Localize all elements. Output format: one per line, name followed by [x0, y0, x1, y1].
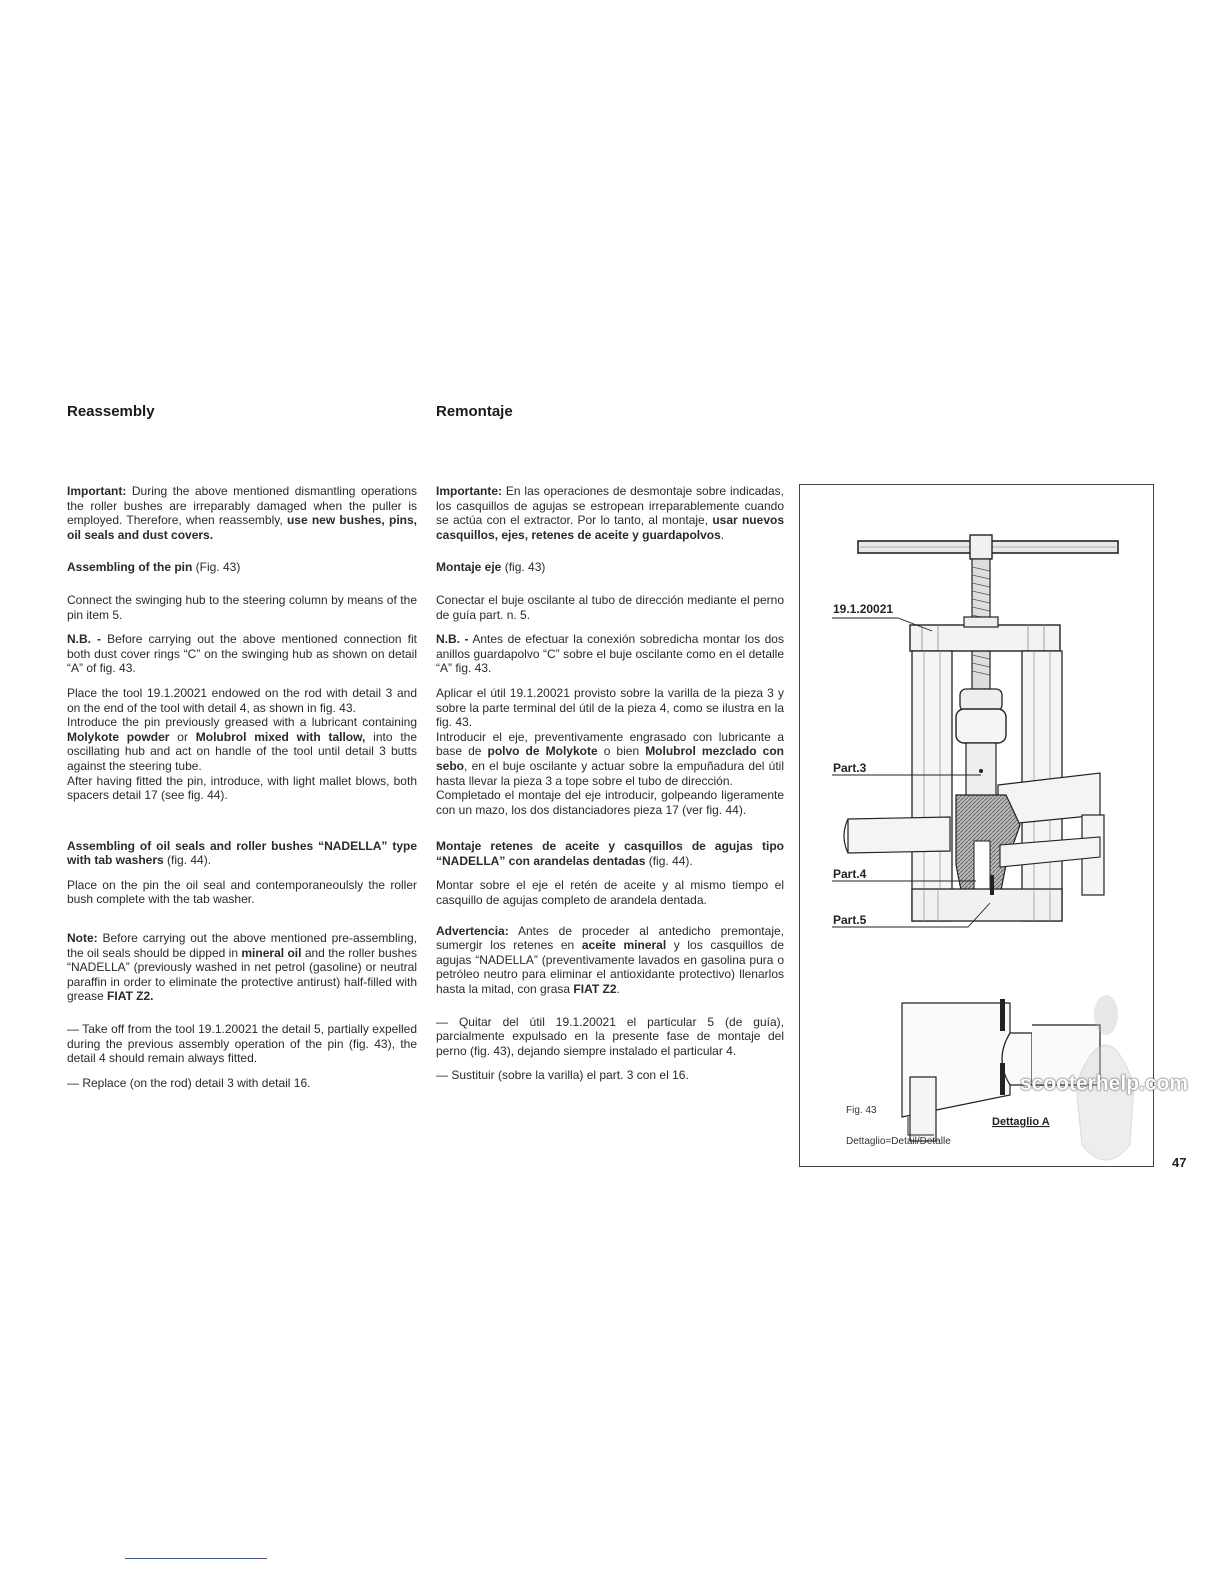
es-important: Importante: En las operaciones de desmontaje sobre indicadas, los casquillos de agujas se estropean irreparablemente cuando se actúa con el extractor. Por lo tanto, al montaje, usar nuevos casquillos, ejes, retenes de aceite y guardapolvos.: [436, 484, 784, 542]
es-warning: Advertencia: Antes de proceder al antedicho premontaje, sumergir los retenes en aceite mineral y los casquillos de agujas “NADELLA” (preventivamente lavados en gasolina pura o petróleo neutro para eliminar el antioxidante protectivo) llenarlos hasta la mitad, con grasa FIAT Z2.: [436, 923, 784, 997]
en-introduce: Introduce the pin previously greased with a lubricant containing Molykote powder or Molubrol mixed with tallow, into the oscillating hub and act on handle of the tool until detail 3 butts against the steering tube.: [67, 715, 417, 773]
en-connect: Connect the swinging hub to the steering column by means of the pin item 5.: [67, 592, 417, 622]
es-substitute: — Sustituir (sobre la varilla) el part. 3 con el 16.: [436, 1068, 689, 1083]
es-apply-tool: Aplicar el útil 19.1.20021 provisto sobre la varilla de la pieza 3 y sobre la parte terminal del útil de la pieza 4, como se ilustra en la fig. 43.: [436, 685, 784, 730]
es-mount: Montar sobre el eje el retén de aceite y al mismo tiempo el casquillo de agujas completo de arandela dentada.: [436, 878, 784, 908]
part-4-label: Part.4: [833, 867, 867, 881]
heading-es: Remontaje: [436, 403, 513, 420]
es-completed: Completado el montaje del eje introducir, golpeando ligeramente con un mazo, los dos distanciadores pieza 17 (ver fig. 44).: [436, 788, 784, 817]
en-place-pin: Place on the pin the oil seal and contemporaneoulsly the roller bush complete with the tab washer.: [67, 877, 417, 907]
puller-tool-illustration: [800, 485, 1155, 1168]
figure-43: [799, 484, 1154, 1167]
bottom-rule: [125, 1558, 267, 1559]
en-after: After having fitted the pin, introduce, with light mallet blows, both spacers detail 17 (see fig. 44).: [67, 773, 417, 803]
heading-en: Reassembly: [67, 403, 155, 420]
en-note: Note: Before carrying out the above mentioned pre-assembling, the oil seals should be dipped in mineral oil and the roller bushes “NADELLA” (previously washed in net petrol (gasoline) or neutral paraffin in order to eliminate the protective antirust) half-filled with grease FIAT Z2.: [67, 931, 418, 1004]
es-remove: — Quitar del útil 19.1.20021 el particular 5 (de guía), parcialmente expulsado en la presente fase de montaje del perno (fig. 43), dejando siempre instalado el particular 4.: [436, 1014, 784, 1058]
figure-number: Fig. 43: [846, 1105, 877, 1116]
cross-head: [910, 617, 1060, 651]
page-number: 47: [1172, 1155, 1187, 1170]
t-handle: [858, 535, 1118, 559]
watermark: scooterhelp.com: [1020, 1072, 1189, 1095]
en-nb: N.B. - Before carrying out the above mentioned connection fit both dust cover rings “C” on the swinging hub as shown on detail “A” of fig. 43.: [67, 632, 417, 676]
part-3-label: Part.3: [833, 761, 867, 775]
part-5-label: Part.5: [833, 913, 867, 927]
en-pin-title: Assembling of the pin (Fig. 43): [67, 560, 241, 575]
tool-number-label: 19.1.20021: [833, 602, 894, 616]
en-take-off: — Take off from the tool 19.1.20021 the detail 5, partially expelled during the previous assembly operation of the pin (fig. 43), the detail 4 should remain always fitted.: [67, 1022, 417, 1066]
en-place-tool: Place the tool 19.1.20021 endowed on the rod with detail 3 and on the end of the tool with detail 4, as shown in fig. 43.: [67, 685, 417, 715]
english-column: [67, 484, 417, 1100]
en-replace: — Replace (on the rod) detail 3 with detail 16.: [67, 1075, 311, 1090]
es-connect: Conectar el buje oscilante al tubo de dirección mediante el perno de guía part. n. 5.: [436, 592, 784, 622]
es-nb: N.B. - Antes de efectuar la conexión sobredicha montar los dos anillos guardapolvo “C” sobre el buje oscilante como en el detalle “A” fig. 43.: [436, 632, 784, 676]
figure-caption: Dettaglio=Detail/Detalle: [846, 1136, 951, 1147]
es-seals-title: Montaje retenes de aceite y casquillos de agujas tipo “NADELLA” con arandelas dentadas (fig. 44).: [436, 839, 784, 868]
detail-a-label: Dettaglio A: [992, 1116, 1050, 1128]
en-important: Important: During the above mentioned dismantling operations the roller bushes are irreparably damaged when the puller is employed. Therefore, when reassembly, use new bushes, pins, oil seals and dust covers.: [67, 484, 418, 542]
es-pin-title: Montaje eje (fig. 43): [436, 560, 546, 575]
es-introduce: Introducir el eje, preventivamente engrasado con lubricante a base de polvo de Molykote o bien Molubrol mezclado con sebo, en el buje oscilante y actuar sobre la empuñadura del útil hasta llevar la pieza 3 a tope sobre el tubo de dirección.: [436, 729, 784, 788]
spanish-column: [436, 484, 784, 1093]
en-seals-title: Assembling of oil seals and roller bushes “NADELLA” type with tab washers (fig. 44).: [67, 838, 417, 868]
